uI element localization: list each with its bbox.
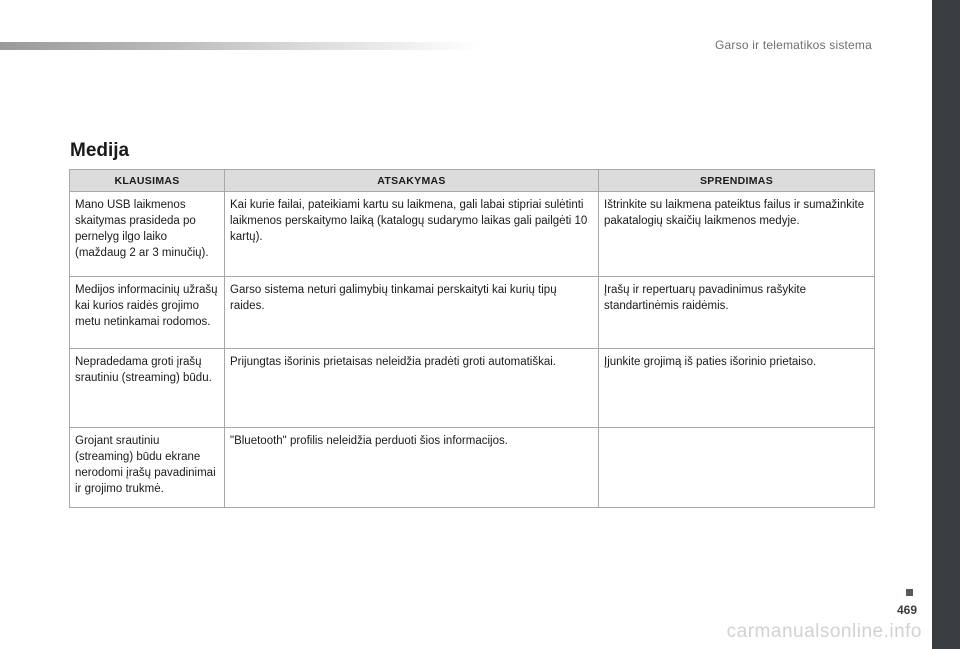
watermark: carmanualsonline.info (726, 621, 922, 642)
cell-solution: Įjunkite grojimą iš paties išorinio prietaiso. (599, 349, 875, 428)
chapter-title: Garso ir telematikos sistema (715, 38, 872, 52)
cell-question: Medijos informacinių užrašų kai kurios raidės grojimo metu netinkamai rodomos. (70, 277, 225, 349)
cell-answer: Prijungtas išorinis prietaisas neleidžia pradėti groti automatiškai. (225, 349, 599, 428)
header-decorative-bar (0, 42, 480, 50)
table-row (70, 277, 875, 349)
table-row (70, 349, 875, 428)
cell-question: Mano USB laikmenos skaitymas prasideda po pernelyg ilgo laiko (maždaug 2 ar 3 minučių). (70, 192, 225, 277)
section-title: Medija (70, 140, 130, 161)
side-tab-bar (932, 0, 960, 649)
cell-solution (599, 428, 875, 508)
cell-solution: Ištrinkite su laikmena pateiktus failus ir sumažinkite pakatalogių skaičių laikmenos medyje. (599, 192, 875, 277)
column-header-solution: SPRENDIMAS (599, 170, 875, 192)
column-header-question: KLAUSIMAS (70, 170, 225, 192)
table-row (70, 428, 875, 508)
column-header-answer: ATSAKYMAS (225, 170, 599, 192)
cell-answer: Kai kurie failai, pateikiami kartu su laikmena, gali labai stipriai sulėtinti laikmenos perskaitymo laiką (katalogų sudarymo laikas gali pailgėti 10 kartų). (225, 192, 599, 277)
cell-question: Nepradedama groti įrašų srautiniu (streaming) būdu. (70, 349, 225, 428)
cell-question: Grojant srautiniu (streaming) būdu ekrane nerodomi įrašų pavadinimai ir grojimo trukmė. (70, 428, 225, 508)
table-row (70, 192, 875, 277)
cell-answer: "Bluetooth" profilis neleidžia perduoti šios informacijos. (225, 428, 599, 508)
faq-table (69, 169, 875, 508)
page-marker-square (906, 589, 913, 596)
cell-answer: Garso sistema neturi galimybių tinkamai perskaityti kai kurių tipų raides. (225, 277, 599, 349)
cell-solution: Įrašų ir repertuarų pavadinimus rašykite standartinėmis raidėmis. (599, 277, 875, 349)
page-number: 469 (897, 603, 918, 617)
table-header-row (70, 170, 875, 192)
